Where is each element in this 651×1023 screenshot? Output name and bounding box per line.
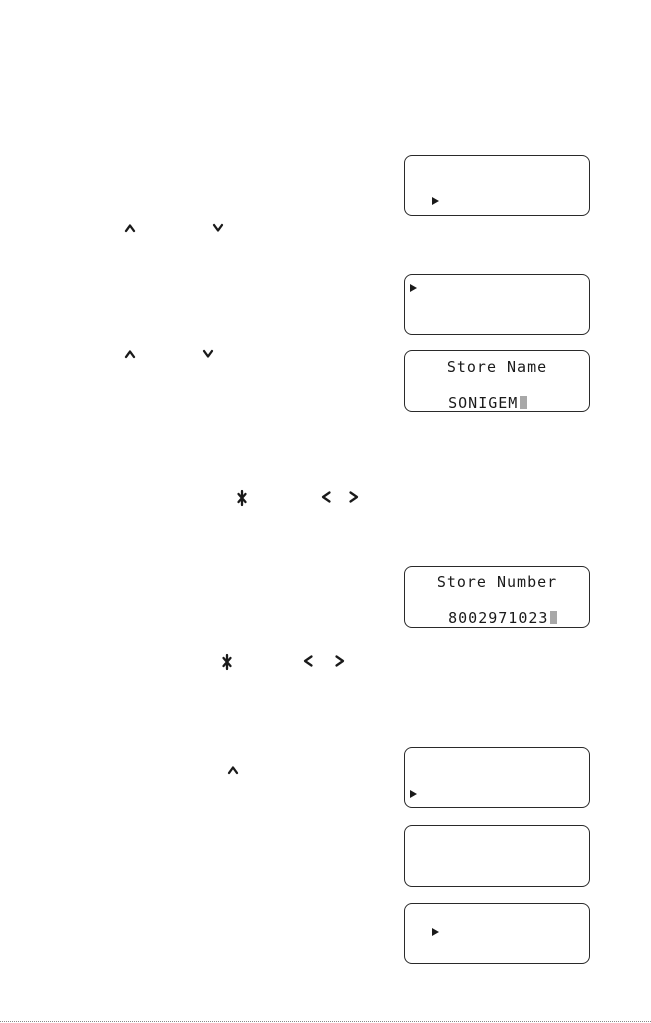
lcd-screen-menu-5 — [404, 903, 590, 964]
right-arrow-icon — [348, 490, 360, 504]
right-arrow-icon — [334, 654, 346, 668]
up-arrow-icon — [124, 349, 136, 359]
lcd-screen-store-number — [404, 566, 590, 628]
text-cursor — [550, 611, 557, 624]
text-cursor — [520, 396, 527, 409]
lcd-title: Store Name — [446, 358, 548, 376]
left-arrow-icon — [302, 654, 314, 668]
lcd-screen-store-name — [404, 350, 590, 412]
star-key-icon — [237, 490, 247, 506]
lcd-screen-menu-4 — [404, 825, 590, 887]
star-key-icon — [222, 654, 232, 670]
lcd-screen-menu-2 — [404, 274, 590, 335]
lcd-value-line — [408, 588, 586, 627]
lcd-value-line — [408, 373, 586, 412]
down-arrow-icon — [212, 223, 224, 233]
menu-pointer-icon — [410, 284, 417, 292]
lcd-title: Store Number — [436, 573, 558, 591]
store-number-value: 8002971023 — [448, 609, 549, 627]
up-arrow-icon — [124, 223, 136, 233]
menu-pointer-icon — [410, 790, 417, 798]
up-arrow-icon — [227, 765, 239, 775]
lcd-screen-menu-1 — [404, 155, 590, 216]
down-arrow-icon — [202, 349, 214, 359]
lcd-screen-menu-3 — [404, 747, 590, 808]
store-name-value: SONIGEM — [448, 394, 519, 412]
menu-pointer-icon — [432, 197, 439, 205]
left-arrow-icon — [320, 490, 332, 504]
page-bottom-rule — [0, 1021, 651, 1022]
menu-pointer-icon — [432, 928, 439, 936]
